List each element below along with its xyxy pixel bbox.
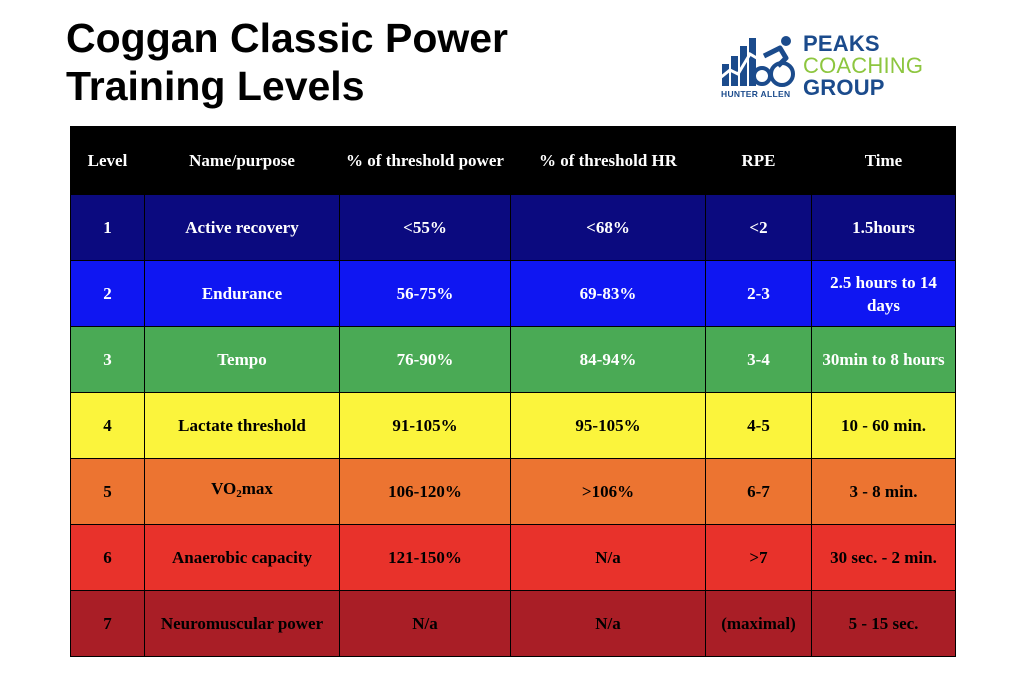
cell-power: 56-75% xyxy=(340,261,511,327)
training-levels-table xyxy=(70,126,955,654)
vo2max-prefix: VO xyxy=(211,479,237,498)
cell-power: <55% xyxy=(340,195,511,261)
table-header-row xyxy=(71,127,956,195)
cell-level: 6 xyxy=(71,525,145,591)
cell-power: 121-150% xyxy=(340,525,511,591)
cell-hr: <68% xyxy=(511,195,706,261)
cell-time: 30 sec. - 2 min. xyxy=(812,525,956,591)
cell-hr: 95-105% xyxy=(511,393,706,459)
vo2max-suffix: max xyxy=(241,479,273,498)
vo2max-subscript: 2 xyxy=(236,488,242,500)
cell-level: 5 xyxy=(71,459,145,525)
cell-power: 106-120% xyxy=(340,459,511,525)
cell-name: Endurance xyxy=(145,261,340,327)
cell-name: Anaerobic capacity xyxy=(145,525,340,591)
cell-level: 1 xyxy=(71,195,145,261)
table-row xyxy=(71,525,956,591)
logo-text-coaching: COACHING xyxy=(803,53,924,78)
cell-rpe: 4-5 xyxy=(706,393,812,459)
cyclist-chart-icon xyxy=(720,34,800,90)
cell-time: 3 - 8 min. xyxy=(812,459,956,525)
table-row xyxy=(71,195,956,261)
cell-hr: N/a xyxy=(511,591,706,657)
cell-level: 4 xyxy=(71,393,145,459)
cell-name xyxy=(145,459,340,525)
cell-rpe: >7 xyxy=(706,525,812,591)
cell-power: 76-90% xyxy=(340,327,511,393)
cell-time: 5 - 15 sec. xyxy=(812,591,956,657)
cell-level: 3 xyxy=(71,327,145,393)
logo-text-peaks: PEAKS xyxy=(803,31,880,56)
cell-rpe: (maximal) xyxy=(706,591,812,657)
cell-name: Active recovery xyxy=(145,195,340,261)
cell-time: 30min to 8 hours xyxy=(812,327,956,393)
cell-hr: 84-94% xyxy=(511,327,706,393)
cell-name: Tempo xyxy=(145,327,340,393)
logo-text-group: GROUP xyxy=(803,75,885,100)
cell-hr: 69-83% xyxy=(511,261,706,327)
logo-wordmark xyxy=(803,33,923,99)
peaks-coaching-group-logo xyxy=(720,31,960,104)
cell-name: Neuromuscular power xyxy=(145,591,340,657)
table-row xyxy=(71,261,956,327)
cell-rpe: 6-7 xyxy=(706,459,812,525)
cell-hr: N/a xyxy=(511,525,706,591)
table-row xyxy=(71,591,956,657)
cell-power: 91-105% xyxy=(340,393,511,459)
cell-rpe: <2 xyxy=(706,195,812,261)
header-threshold-hr: % of threshold HR xyxy=(511,127,706,195)
cell-power: N/a xyxy=(340,591,511,657)
header-level: Level xyxy=(71,127,145,195)
cell-name: Lactate threshold xyxy=(145,393,340,459)
page-title xyxy=(66,14,508,110)
header-rpe: RPE xyxy=(706,127,812,195)
cell-rpe: 3-4 xyxy=(706,327,812,393)
cell-level: 7 xyxy=(71,591,145,657)
logo-subtitle: HUNTER ALLEN xyxy=(721,89,791,99)
header-threshold-power: % of threshold power xyxy=(340,127,511,195)
table-row xyxy=(71,327,956,393)
title-line-2: Training Levels xyxy=(66,63,365,109)
cell-time: 1.5hours xyxy=(812,195,956,261)
title-line-1: Coggan Classic Power xyxy=(66,15,509,61)
header-name-purpose: Name/purpose xyxy=(145,127,340,195)
header-time: Time xyxy=(812,127,956,195)
cell-hr: >106% xyxy=(511,459,706,525)
cell-level: 2 xyxy=(71,261,145,327)
cell-time: 2.5 hours to 14 days xyxy=(812,261,956,327)
table-row xyxy=(71,393,956,459)
cell-rpe: 2-3 xyxy=(706,261,812,327)
table-row xyxy=(71,459,956,525)
cell-time: 10 - 60 min. xyxy=(812,393,956,459)
